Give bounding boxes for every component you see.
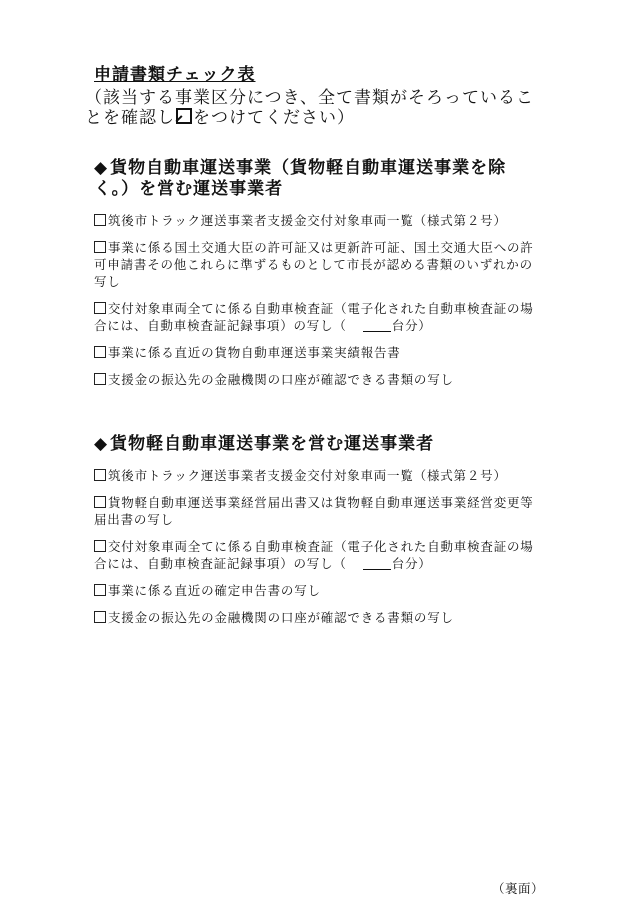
checkbox[interactable]	[94, 611, 106, 623]
checklist-item-suffix: 台分）	[391, 556, 432, 571]
checkbox[interactable]	[94, 496, 106, 508]
checkbox[interactable]	[94, 241, 106, 253]
section-heading	[94, 158, 534, 200]
checklist-item	[94, 609, 534, 626]
checkbox[interactable]	[94, 346, 106, 358]
checklist-item-text: 交付対象車両全てに係る自動車検査証（電子化された自動車検査証の場合には、自動車検査証記録事項）の写し（	[94, 539, 534, 571]
checklist-item-text: 事業に係る直近の確定申告書の写し	[108, 583, 321, 598]
section-heading	[94, 434, 534, 455]
checkbox[interactable]	[94, 302, 106, 314]
checklist-item-text: 交付対象車両全てに係る自動車検査証（電子化された自動車検査証の場合には、自動車検査証記録事項）の写し（	[94, 301, 534, 333]
section-light-freight-trucking	[94, 434, 534, 636]
document-title: 申請書類チェック表	[94, 65, 256, 85]
checklist-item	[94, 344, 534, 361]
checklist-item	[94, 300, 534, 334]
checklist-item-text: 支援金の振込先の金融機関の口座が確認できる書類の写し	[108, 372, 454, 387]
instruction-text	[85, 88, 535, 128]
section-freight-trucking	[94, 158, 534, 398]
page-side-label: （裏面）	[492, 881, 545, 896]
checkbox[interactable]	[94, 540, 106, 552]
checkbox[interactable]	[94, 469, 106, 481]
checklist-item-text: 支援金の振込先の金融機関の口座が確認できる書類の写し	[108, 610, 454, 625]
checklist-item	[94, 212, 534, 229]
checklist-item	[94, 371, 534, 388]
checklist-item	[94, 538, 534, 572]
diamond-bullet-icon: ◆	[94, 158, 109, 178]
section-heading-text: 貨物軽自動車運送事業を営む運送事業者	[110, 434, 435, 454]
section-heading-text: 貨物自動車運送事業（貨物軽自動車運送事業を除く。）を営む運送事業者	[94, 158, 507, 199]
checklist-item	[94, 582, 534, 599]
checklist-item	[94, 467, 534, 484]
checkbox[interactable]	[94, 373, 106, 385]
checkbox[interactable]	[94, 214, 106, 226]
checklist-item-text: 貨物軽自動車運送事業経営届出書又は貨物軽自動車運送事業経営変更等届出書の写し	[94, 495, 534, 527]
checklist-item	[94, 239, 534, 290]
instruction-text-end: をつけてください）	[193, 108, 355, 128]
vehicle-count-blank[interactable]	[363, 557, 391, 570]
checkmark-box-icon	[176, 108, 192, 124]
checklist-item-suffix: 台分）	[391, 318, 432, 333]
checklist-item	[94, 494, 534, 528]
checklist-item-text: 筑後市トラック運送事業者支援金交付対象車両一覧（様式第２号）	[108, 213, 507, 228]
checklist-item-text: 事業に係る直近の貨物自動車運送事業実績報告書	[108, 345, 401, 360]
vehicle-count-blank[interactable]	[363, 319, 391, 332]
checklist-item-text: 筑後市トラック運送事業者支援金交付対象車両一覧（様式第２号）	[108, 468, 507, 483]
instruction-text-start: （該当する事業区分につき、全て書類がそろっていることを確認し	[85, 88, 534, 128]
diamond-bullet-icon: ◆	[94, 434, 109, 454]
checklist-item-text: 事業に係る国土交通大臣の許可証又は更新許可証、国土交通大臣への許可申請書その他これらに準ずるものとして市長が認める書類のいずれかの写し	[94, 240, 534, 289]
checkbox[interactable]	[94, 584, 106, 596]
